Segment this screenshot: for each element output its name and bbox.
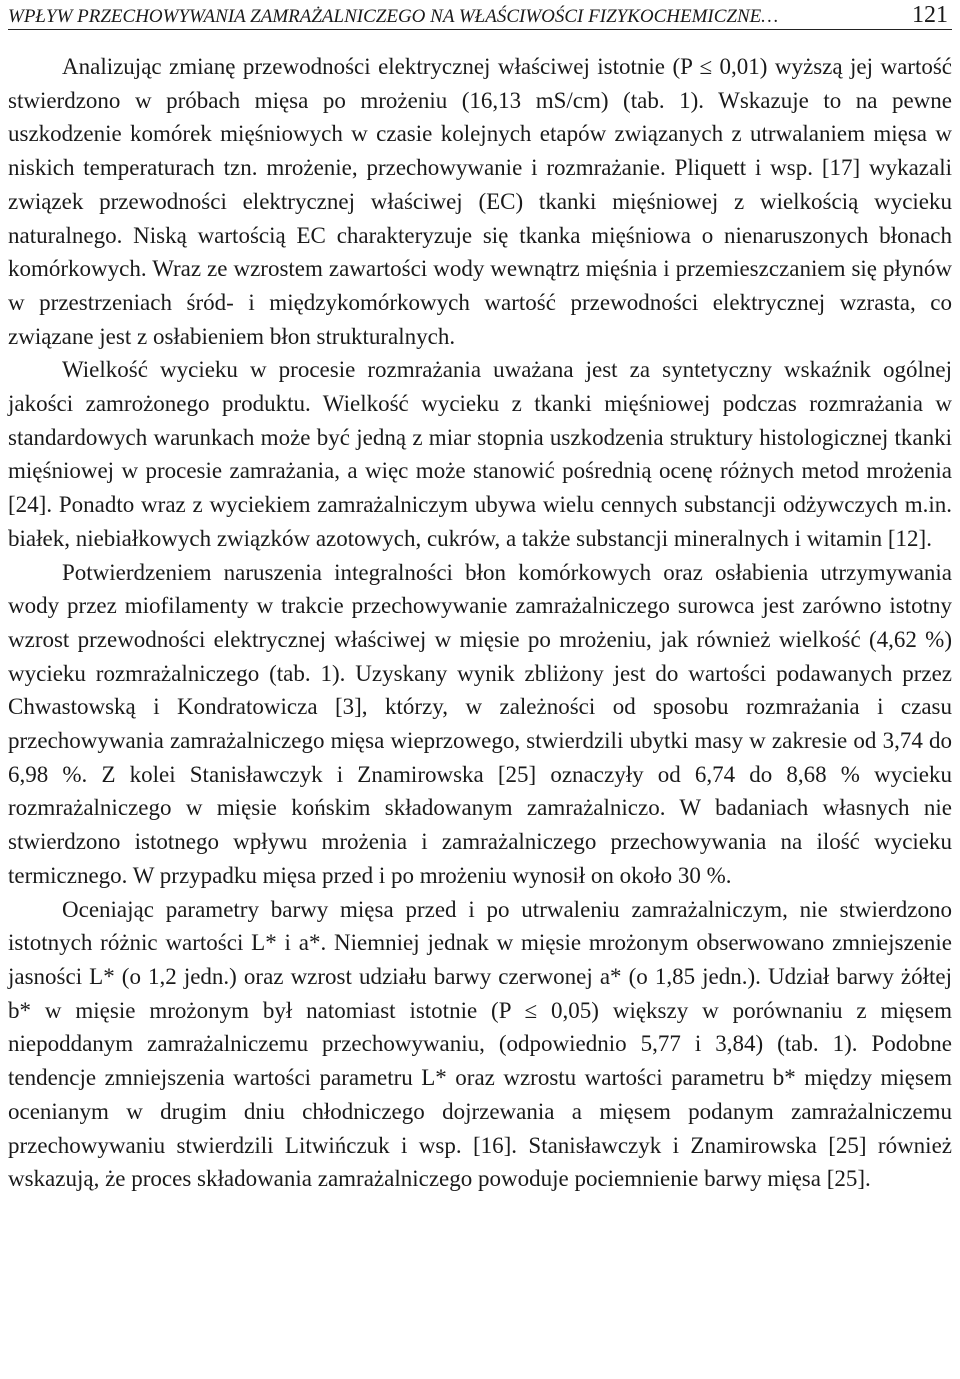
running-title: WPŁYW PRZECHOWYWANIA ZAMRAŻALNICZEGO NA WŁAŚCIWOŚCI FIZYKOCHEMICZNE… bbox=[8, 6, 779, 27]
paragraph-thaw-drip-loss: Wielkość wycieku w procesie rozmrażania uważana jest za syntetyczny wskaźnik ogólnej jakości zamrożonego produktu. Wielkość wycieku z tkanki mięśniowej podczas rozmrażania w standardowych warunkach może być jedną z miar stopnia uszkodzenia struktury histologicznej tkanki mięśniowej w procesie zamrażania, a więc może stanowić pośrednią ocenę różnych metod mrożenia [24]. Ponadto wraz z wyciekiem zamrażalniczym ubywa wielu cennych substancji odżywczych m.in. białek, niebiałkowych związków azotowych, cukrów, a także substancji mineralnych i witamin [12]. bbox=[8, 357, 952, 551]
page-number: 121 bbox=[912, 2, 948, 28]
paragraph-membrane-integrity: Potwierdzeniem naruszenia integralności błon komórkowych oraz osłabienia utrzymywania wody przez miofilamenty w trakcie przechowywanie zamrażalniczego surowca jest zarówno istotny wzrost przewodności elektrycznej właściwej w mięsie po mrożeniu, jak również wielkość (4,62 %) wycieku rozmrażalniczego (tab. 1). Uzyskany wynik zbliżony jest do wartości podawanych przez Chwastowską i Kondratowicza [3], którzy, w zależności od sposobu rozmrażania i czasu przechowywania zamrażalniczego mięsa wieprzowego, stwierdzili ubytki masy w zakresie od 3,74 do 6,98 %. Z kolei Stanisławczyk i Znamirowska [25] oznaczyły od 6,74 do 8,68 % wycieku rozmrażalniczego w mięsie końskim składowanym zamrażalniczo. W badaniach własnych nie stwierdzono istotnego wpływu mrożenia i zamrażalniczego przechowywania na ilość wycieku termicznego. W przypadku mięsa przed i po mrożeniu wynosił on około 30 %. bbox=[8, 559, 952, 888]
body-text bbox=[8, 50, 952, 1196]
paragraph-colour-parameters: Oceniając parametry barwy mięsa przed i po utrwaleniu zamrażalniczym, nie stwierdzono istotnych różnic wartości L* i a*. Niemniej jednak w mięsie mrożonym obserwowano zmniejszenie jasności L* (o 1,2 jedn.) oraz wzrost udziału barwy czerwonej a* (o 1,85 jedn.). Udział barwy żółtej b* w mięsie mrożonym był natomiast istotnie (P ≤ 0,05) większy w porównaniu z mięsem niepoddanym zamrażalniczemu przechowywaniu, (odpowiednio 5,77 i 3,84) (tab. 1). Podobne tendencje zmniejszenia wartości parametru L* oraz wzrostu wartości parametru b* między mięsem ocenianym w drugim dniu chłodniczego dojrzewania a mięsem podanym zamrażalniczemu przechowywaniu stwierdzili Litwińczuk i wsp. [16]. Stanisławczyk i Znamirowska [25] również wskazują, że proces składowania zamrażalniczego powoduje pociemnienie barwy mięsa [25]. bbox=[8, 896, 952, 1192]
running-header bbox=[8, 0, 952, 30]
paragraph-electrical-conductivity: Analizując zmianę przewodności elektrycznej właściwej istotnie (P ≤ 0,01) wyższą jej wartość stwierdzono w próbach mięsa po mrożeniu (16,13 mS/cm) (tab. 1). Wskazuje to na pewne uszkodzenie komórek mięśniowych w czasie kolejnych etapów związanych z utrwalaniem mięsa w niskich temperaturach tzn. mrożenie, przechowywanie i rozmrażanie. Pliquett i wsp. [17] wykazali związek przewodności elektrycznej właściwej (EC) tkanki mięśniowej z wielkością wycieku naturalnego. Niską wartością EC charakteryzuje się tkanka mięśniowa o nienaruszonych błonach komórkowych. Wraz ze wzrostem zawartości wody wewnątrz mięśnia i przemieszczaniem się płynów w przestrzeniach śród- i międzykomórkowych wartość przewodności elektrycznej wzrasta, co związane jest z osłabieniem błon strukturalnych. bbox=[8, 54, 952, 349]
